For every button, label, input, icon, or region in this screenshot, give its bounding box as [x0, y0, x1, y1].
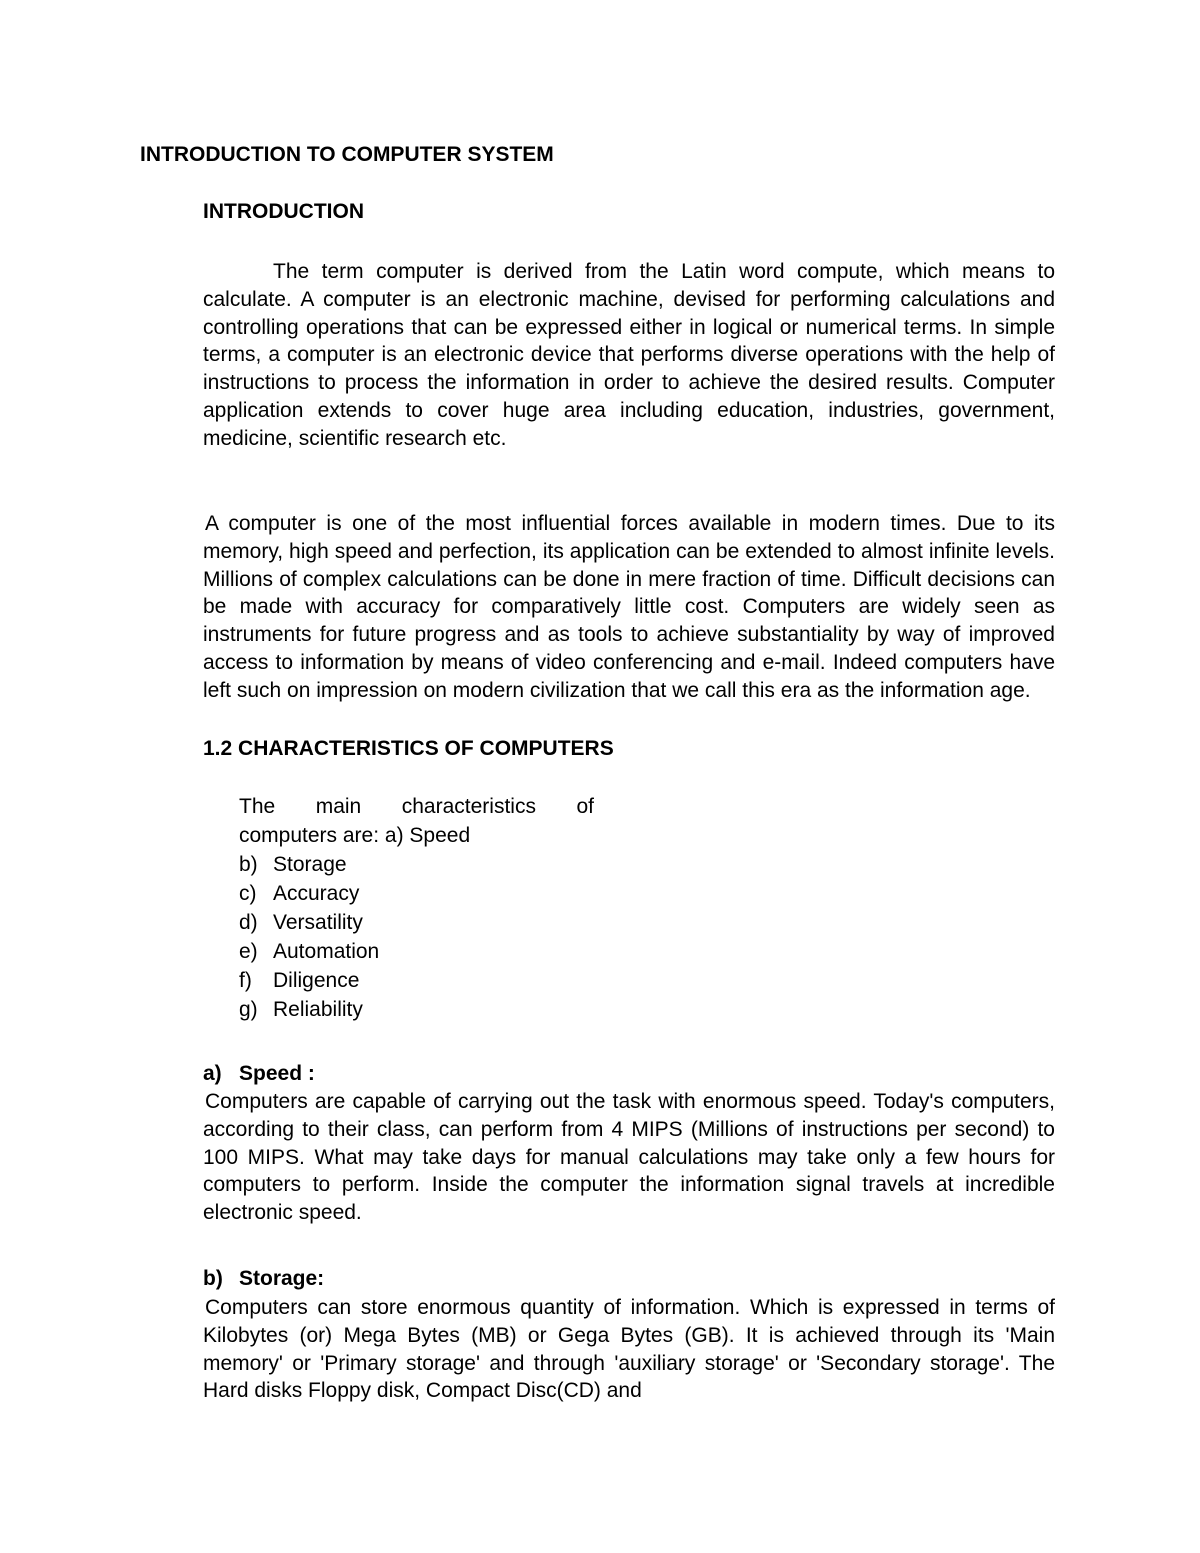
list-item-marker: g)	[239, 998, 258, 1021]
characteristics-intro-line-2: computers are: a) Speed	[239, 823, 471, 847]
storage-heading-marker: b)	[203, 1267, 223, 1290]
characteristics-intro	[239, 793, 594, 850]
introduction-paragraph-2: A computer is one of the most influential forces available in modern times. Due to its memory, high speed and perfection, its application can be extended to almost infinite levels. Millions of complex calculations can be done in mere fraction of time. Difficult decisions can be made with accuracy for comparatively little cost. Computers are widely seen as instruments for future progress and as tools to achieve substantiality by way of improved access to information by means of video conferencing and e-mail. Indeed computers have left such on impression on modern civilization that we call this era as the information age.	[203, 512, 1055, 702]
list-item	[239, 908, 379, 937]
storage-paragraph: Computers can store enormous quantity of information. Which is expressed in terms of Kilobytes (or) Mega Bytes (MB) or Gega Bytes (GB). It is achieved through its 'Main memory' or 'Primary storage' and through 'auxiliary storage' or 'Secondary storage'. The Hard disks Floppy disk, Compact Disc(CD) and	[203, 1296, 1055, 1403]
list-item-label: Diligence	[273, 969, 360, 992]
speed-heading-label: Speed :	[239, 1062, 315, 1085]
list-item-label: Reliability	[273, 998, 363, 1021]
storage-heading-label: Storage:	[239, 1267, 325, 1290]
list-item-label: Storage	[273, 853, 347, 876]
list-item	[239, 879, 379, 908]
list-item	[239, 937, 379, 966]
list-item	[239, 966, 379, 995]
speed-paragraph: Computers are capable of carrying out the task with enormous speed. Today's computers, according to their class, can perform from 4 MIPS (Millions of instructions per second) to 100 MIPS. What may take days for manual calculations may take only a few hours for computers to perform. Inside the computer the information signal travels at incredible electronic speed.	[203, 1090, 1055, 1225]
characteristics-list	[239, 850, 379, 1024]
list-item-label: Versatility	[273, 911, 363, 934]
list-item-label: Accuracy	[273, 882, 360, 905]
list-item-marker: b)	[239, 853, 258, 876]
list-item-marker: c)	[239, 882, 257, 905]
speed-heading	[203, 1060, 315, 1088]
list-item	[239, 850, 379, 879]
document-title: INTRODUCTION TO COMPUTER SYSTEM	[140, 143, 554, 166]
characteristics-intro-line-1: The main characteristics of	[239, 795, 594, 818]
list-item-marker: d)	[239, 911, 258, 934]
list-item-marker: e)	[239, 940, 258, 963]
characteristics-heading: 1.2 CHARACTERISTICS OF COMPUTERS	[203, 737, 614, 760]
storage-heading	[203, 1265, 324, 1293]
speed-heading-marker: a)	[203, 1062, 222, 1085]
list-item-marker: f)	[239, 969, 252, 992]
introduction-paragraph-1: The term computer is derived from the Latin word compute, which means to calculate. A computer is an electronic machine, devised for performing calculations and controlling operations that can be expressed either in logical or numerical terms. In simple terms, a computer is an electronic device that performs diverse operations with the help of instructions to process the information in order to achieve the desired results. Computer application extends to cover huge area including education, industries, government, medicine, scientific research etc.	[203, 260, 1055, 450]
list-item-label: Automation	[273, 940, 380, 963]
list-item	[239, 995, 379, 1024]
introduction-heading: INTRODUCTION	[203, 200, 364, 223]
